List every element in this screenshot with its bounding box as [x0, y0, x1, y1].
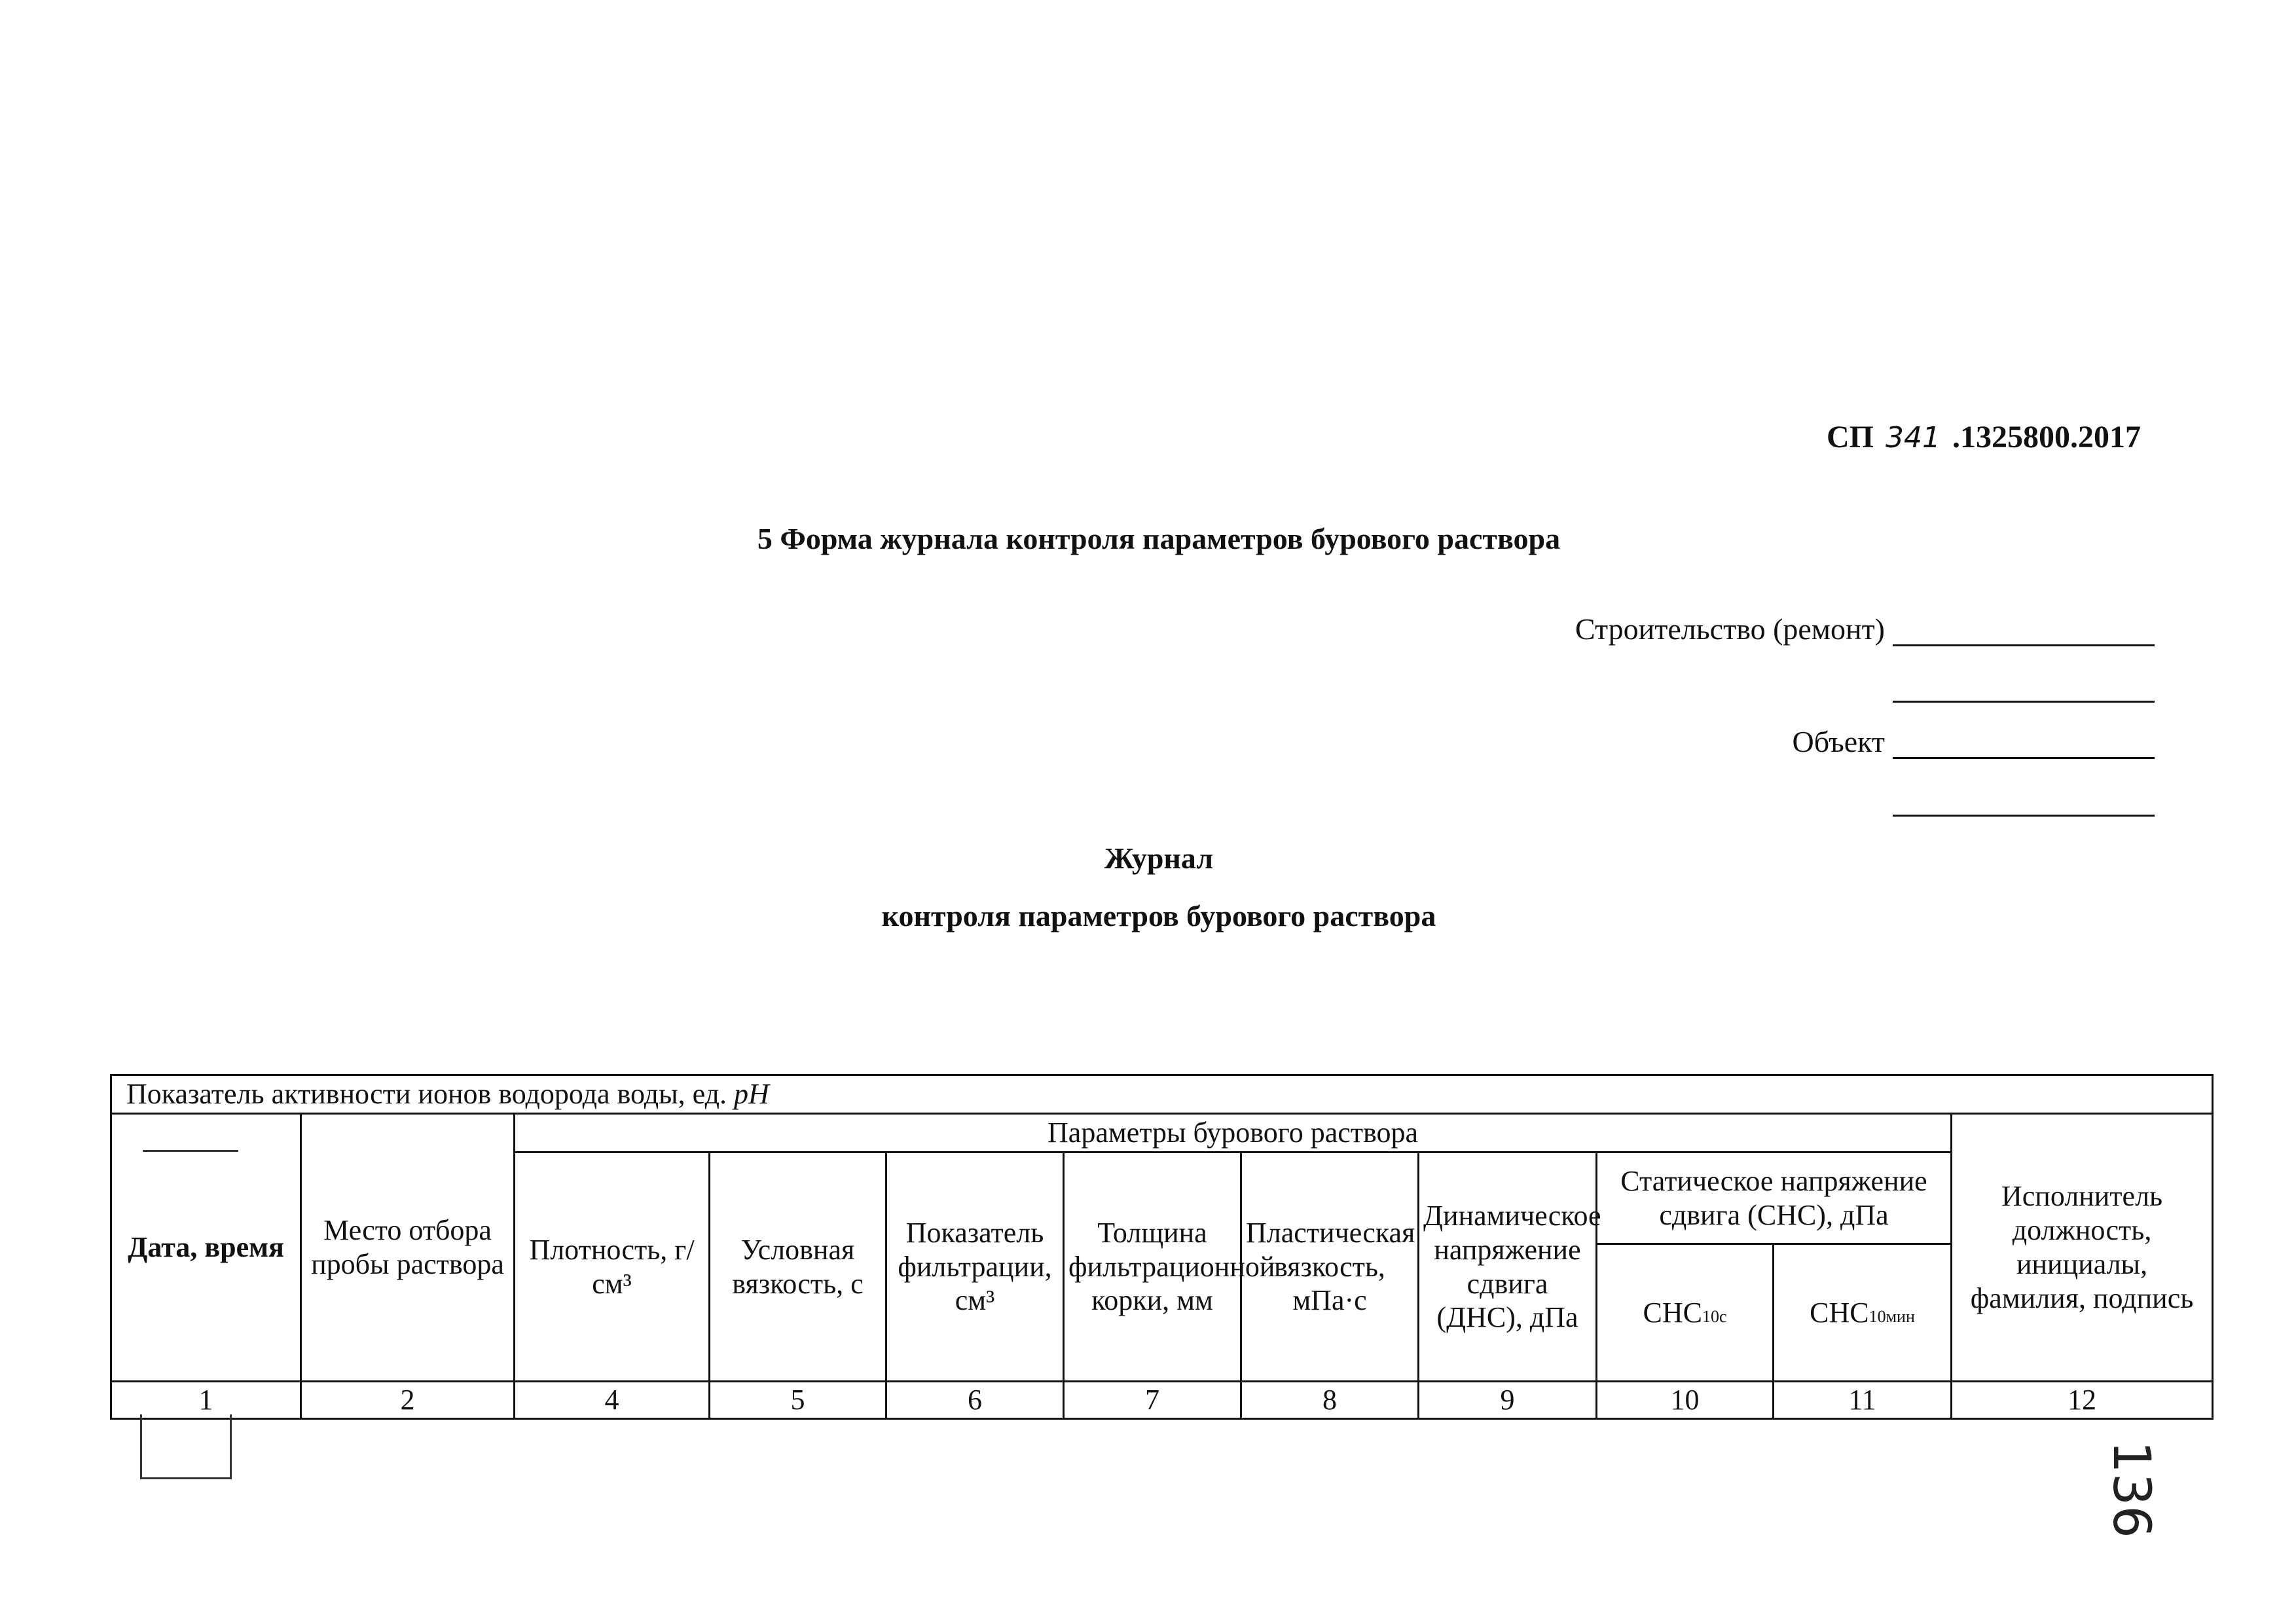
ph-note-cell — [111, 1075, 2213, 1114]
sns-10min-main: СНС — [1810, 1296, 1869, 1329]
header-filtration: Показатель фильтрации, см³ — [886, 1153, 1064, 1382]
construction-input-line[interactable] — [1893, 618, 2155, 646]
column-number: 9 — [1419, 1382, 1597, 1419]
stamp-line — [143, 1150, 238, 1152]
stamp-box — [140, 1414, 232, 1479]
section-title: 5 Форма журнала контроля параметров бурового раствора — [757, 522, 1561, 555]
header-executor: Исполнитель должность, инициалы, фамилия, подпись — [1952, 1114, 2213, 1382]
journal-table — [110, 1074, 2214, 1420]
header-viscosity: Условная вязкость, с — [710, 1153, 886, 1382]
object-extra-line[interactable] — [1893, 815, 2155, 817]
header-sns-10min — [1774, 1244, 1952, 1382]
header-parameters-group: Параметры бурового раствора — [515, 1114, 1952, 1153]
journal-title: Журнал — [1104, 841, 1214, 875]
header-sampling-place: Место отбора пробы раствора — [301, 1114, 515, 1382]
column-number: 8 — [1241, 1382, 1419, 1419]
construction-field — [1575, 612, 2155, 646]
object-label: Объект — [1792, 725, 1885, 758]
column-number: 10 — [1597, 1382, 1774, 1419]
header-density: Плотность, г/см³ — [515, 1153, 710, 1382]
column-number: 7 — [1064, 1382, 1241, 1419]
column-number: 5 — [710, 1382, 886, 1419]
ph-unit: pH — [734, 1078, 769, 1111]
header-sns-10s — [1597, 1244, 1774, 1382]
header-static-stress: Статическое напряжение сдвига (СНС), дПа — [1597, 1153, 1952, 1244]
construction-extra-line[interactable] — [1893, 701, 2155, 703]
object-field — [1792, 724, 2155, 759]
header-date-time: Дата, время — [111, 1114, 301, 1382]
sns-10s-sub: 10с — [1702, 1306, 1727, 1326]
sns-10s-main: СНС — [1643, 1296, 1702, 1329]
journal-subtitle: контроля параметров бурового раствора — [881, 899, 1436, 932]
column-number: 11 — [1774, 1382, 1952, 1419]
object-input-line[interactable] — [1893, 731, 2155, 759]
column-number: 6 — [886, 1382, 1064, 1419]
document-code-prefix: СП — [1827, 420, 1874, 454]
document-code-handwritten-number: 341 — [1886, 421, 1941, 454]
header-plastic-viscosity: Пластическая вязкость, мПа·с — [1241, 1153, 1419, 1382]
document-code-suffix: .1325800.2017 — [1952, 420, 2141, 454]
column-number: 1 — [111, 1382, 301, 1419]
document-code — [1827, 419, 2141, 455]
page-number: 136 — [2102, 1441, 2160, 1538]
column-number: 2 — [301, 1382, 515, 1419]
column-number: 12 — [1952, 1382, 2213, 1419]
header-dynamic-stress: Динамическое напряжение сдвига (ДНС), дПа — [1419, 1153, 1597, 1382]
ph-note-text: Показатель активности ионов водорода воды, ед. — [126, 1078, 727, 1111]
header-cake-thickness: Толщина фильтрационной корки, мм — [1064, 1153, 1241, 1382]
column-number: 4 — [515, 1382, 710, 1419]
construction-label: Строительство (ремонт) — [1575, 612, 1885, 646]
sns-10min-sub: 10мин — [1868, 1306, 1915, 1326]
